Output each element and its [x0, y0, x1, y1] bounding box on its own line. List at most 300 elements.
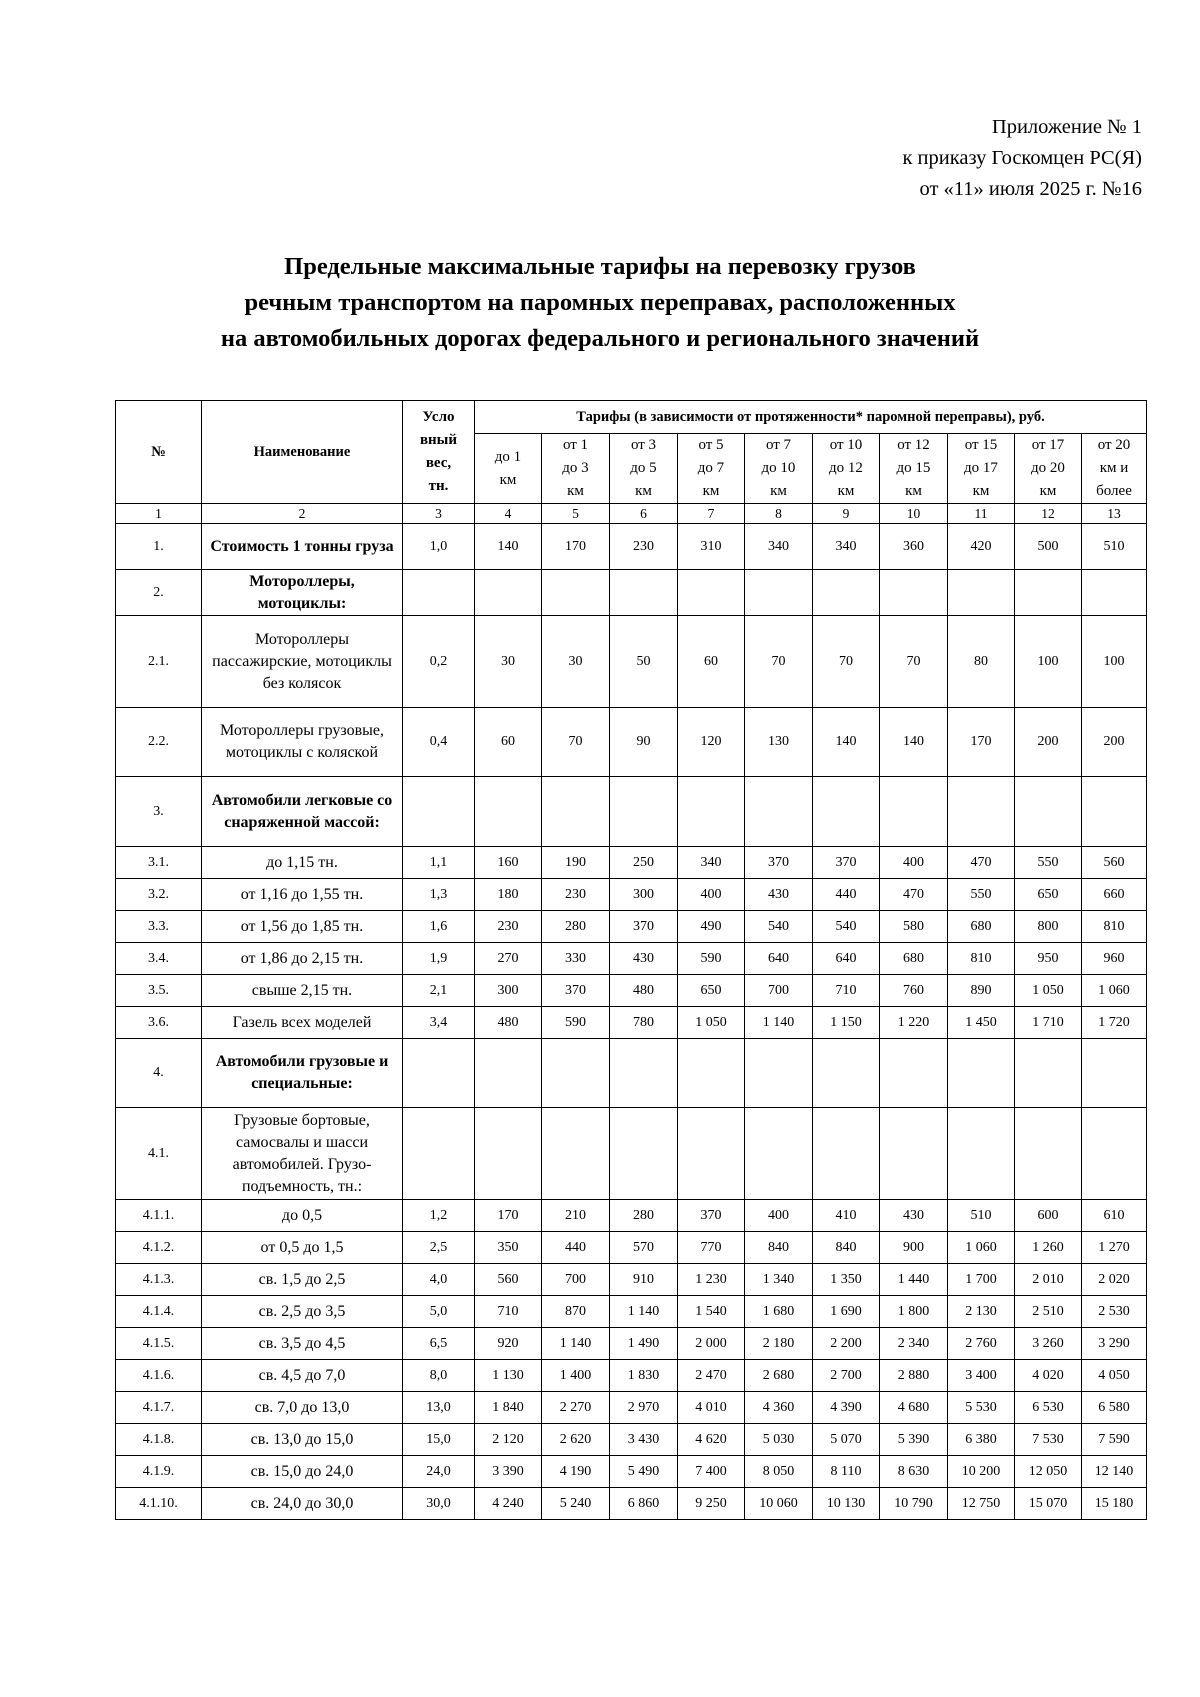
tariff-cell: 30: [542, 616, 610, 708]
header-distance: [1082, 434, 1147, 504]
tariff-cell: 7 590: [1082, 1424, 1147, 1456]
row-name: от 1,56 до 1,85 тн.: [202, 911, 403, 943]
tariff-cell: 140: [475, 524, 542, 570]
row-weight: 24,0: [403, 1456, 475, 1488]
tariff-cell: 650: [678, 975, 745, 1007]
tariff-cell: [475, 1108, 542, 1200]
tariff-cell: 1 270: [1082, 1232, 1147, 1264]
row-number: 4.1.9.: [116, 1456, 202, 1488]
tariff-cell: 710: [475, 1296, 542, 1328]
tariff-cell: 420: [948, 524, 1015, 570]
tariff-cell: 2 700: [813, 1360, 880, 1392]
title-line-3: на автомобильных дорогах федерального и регионального значений: [220, 325, 980, 352]
column-number: 2: [202, 504, 403, 524]
header-distance-line: от 7: [765, 437, 792, 453]
tariff-cell: 1 260: [1015, 1232, 1082, 1264]
tariff-cell: 840: [813, 1232, 880, 1264]
tariff-cell: 610: [1082, 1200, 1147, 1232]
tariff-cell: [542, 570, 610, 616]
tariff-cell: 410: [813, 1200, 880, 1232]
tariff-cell: 560: [1082, 847, 1147, 879]
tariff-cell: 340: [813, 524, 880, 570]
tariff-cell: 370: [813, 847, 880, 879]
tariff-cell: 4 360: [745, 1392, 813, 1424]
header-distance-line: от 1: [562, 437, 589, 453]
tariff-cell: 760: [880, 975, 948, 1007]
tariff-cell: 2 880: [880, 1360, 948, 1392]
tariff-cell: 590: [542, 1007, 610, 1039]
row-number: 4.1.4.: [116, 1296, 202, 1328]
tariff-cell: [745, 570, 813, 616]
tariff-cell: [610, 777, 678, 847]
table-row: [116, 911, 1147, 943]
row-name: св. 1,5 до 2,5: [202, 1264, 403, 1296]
header-distance-line: км: [972, 483, 990, 499]
tariff-cell: 810: [948, 943, 1015, 975]
row-name: св. 7,0 до 13,0: [202, 1392, 403, 1424]
row-number: 2.1.: [116, 616, 202, 708]
tariff-cell: [610, 1108, 678, 1200]
tariff-cell: 5 070: [813, 1424, 880, 1456]
tariff-cell: 1 060: [948, 1232, 1015, 1264]
tariff-cell: 6 380: [948, 1424, 1015, 1456]
tariff-cell: 7 400: [678, 1456, 745, 1488]
table-row: [116, 1328, 1147, 1360]
row-name: Мотороллеры, мотоциклы:: [202, 570, 403, 616]
header-distance: [948, 434, 1015, 504]
tariff-cell: 170: [542, 524, 610, 570]
header-distance: [1015, 434, 1082, 504]
tariff-cell: 340: [745, 524, 813, 570]
header-distance: [610, 434, 678, 504]
tariff-cell: 300: [475, 975, 542, 1007]
row-weight: 1,3: [403, 879, 475, 911]
tariff-cell: 1 450: [948, 1007, 1015, 1039]
tariff-cell: 200: [1015, 708, 1082, 777]
tariff-cell: 430: [880, 1200, 948, 1232]
row-name: Автомобили грузовые и специальные:: [202, 1039, 403, 1108]
row-name: Мотороллеры пассажирские, мотоциклы без колясок: [202, 616, 403, 708]
tariff-cell: [813, 777, 880, 847]
header-distance-line: км: [1039, 483, 1057, 499]
tariff-cell: 6 860: [610, 1488, 678, 1520]
tariff-cell: 480: [610, 975, 678, 1007]
tariff-cell: 4 020: [1015, 1360, 1082, 1392]
tariff-cell: 590: [678, 943, 745, 975]
row-number: 1.: [116, 524, 202, 570]
row-name: св. 13,0 до 15,0: [202, 1424, 403, 1456]
tariff-cell: 3 430: [610, 1424, 678, 1456]
tariff-cell: 4 050: [1082, 1360, 1147, 1392]
tariff-cell: 960: [1082, 943, 1147, 975]
tariff-cell: 650: [1015, 879, 1082, 911]
row-weight: 2,5: [403, 1232, 475, 1264]
tariff-cell: [813, 1039, 880, 1108]
tariff-cell: 50: [610, 616, 678, 708]
tariff-cell: 10 790: [880, 1488, 948, 1520]
header-distance-line: от 3: [630, 437, 657, 453]
row-name: от 1,16 до 1,55 тн.: [202, 879, 403, 911]
tariff-cell: 500: [1015, 524, 1082, 570]
header-distance-line: км: [770, 483, 787, 499]
tariff-cell: 8 050: [745, 1456, 813, 1488]
tariff-cell: [948, 1039, 1015, 1108]
tariff-cell: [948, 570, 1015, 616]
tariff-cell: 4 680: [880, 1392, 948, 1424]
table-row: [116, 708, 1147, 777]
tariff-cell: 350: [475, 1232, 542, 1264]
row-number: 3.2.: [116, 879, 202, 911]
tariff-cell: 890: [948, 975, 1015, 1007]
row-weight: [403, 570, 475, 616]
row-weight: [403, 1039, 475, 1108]
row-number: 4.1.6.: [116, 1360, 202, 1392]
tariff-cell: 8 630: [880, 1456, 948, 1488]
tariff-cell: [475, 570, 542, 616]
tariff-cell: 480: [475, 1007, 542, 1039]
row-weight: 1,6: [403, 911, 475, 943]
tariff-cell: 60: [475, 708, 542, 777]
row-name: Газель всех моделей: [202, 1007, 403, 1039]
tariff-cell: [745, 1108, 813, 1200]
tariff-cell: 2 270: [542, 1392, 610, 1424]
tariff-cell: 700: [745, 975, 813, 1007]
tariff-cell: 280: [542, 911, 610, 943]
header-weight-line: Усло: [422, 409, 455, 425]
table-body: [116, 524, 1147, 1520]
row-weight: [403, 777, 475, 847]
tariff-cell: [745, 1039, 813, 1108]
tariff-cell: 2 200: [813, 1328, 880, 1360]
header-tariffs-group: Тарифы (в зависимости от протяженности* паромной переправы), руб.: [475, 401, 1147, 434]
tariff-cell: 680: [948, 911, 1015, 943]
tariff-cell: 280: [610, 1200, 678, 1232]
row-name: свыше 2,15 тн.: [202, 975, 403, 1007]
tariff-cell: 2 180: [745, 1328, 813, 1360]
tariff-cell: 840: [745, 1232, 813, 1264]
tariff-cell: [475, 1039, 542, 1108]
tariff-cell: [880, 1108, 948, 1200]
tariff-cell: 1 680: [745, 1296, 813, 1328]
row-number: 4.1.8.: [116, 1424, 202, 1456]
column-number: 1: [116, 504, 202, 524]
row-number: 3.1.: [116, 847, 202, 879]
tariff-cell: 2 120: [475, 1424, 542, 1456]
header-distance-line: от 17: [1031, 437, 1065, 453]
tariff-cell: 1 220: [880, 1007, 948, 1039]
appendix-line-3: от «11» июля 2025 г. №16: [919, 178, 1142, 200]
tariff-cell: 9 250: [678, 1488, 745, 1520]
table-row: [116, 847, 1147, 879]
tariff-cell: 370: [678, 1200, 745, 1232]
tariff-cell: 160: [475, 847, 542, 879]
tariff-cell: 870: [542, 1296, 610, 1328]
tariff-cell: [880, 570, 948, 616]
table-row: [116, 1424, 1147, 1456]
tariff-cell: 12 050: [1015, 1456, 1082, 1488]
tariff-cell: 2 970: [610, 1392, 678, 1424]
row-number: 4.1.5.: [116, 1328, 202, 1360]
header-distance: [542, 434, 610, 504]
row-weight: 2,1: [403, 975, 475, 1007]
appendix-line-1: Приложение № 1: [991, 116, 1142, 138]
table-row: [116, 879, 1147, 911]
row-weight: 1,0: [403, 524, 475, 570]
row-name: св. 4,5 до 7,0: [202, 1360, 403, 1392]
document-title: [0, 249, 1200, 357]
column-number: 9: [813, 504, 880, 524]
tariff-cell: [542, 1108, 610, 1200]
tariff-cell: [1082, 777, 1147, 847]
table-row: [116, 1039, 1147, 1108]
tariff-cell: 5 030: [745, 1424, 813, 1456]
tariff-cell: 100: [1082, 616, 1147, 708]
header-distance-line: до 15: [896, 460, 931, 476]
row-name: до 1,15 тн.: [202, 847, 403, 879]
tariff-cell: 2 530: [1082, 1296, 1147, 1328]
column-number: 12: [1015, 504, 1082, 524]
tariff-cell: 12 140: [1082, 1456, 1147, 1488]
tariff-cell: 5 490: [610, 1456, 678, 1488]
tariff-cell: 6 530: [1015, 1392, 1082, 1424]
tariff-cell: 4 240: [475, 1488, 542, 1520]
tariff-cell: 90: [610, 708, 678, 777]
row-weight: 30,0: [403, 1488, 475, 1520]
column-number: 4: [475, 504, 542, 524]
row-name: от 1,86 до 2,15 тн.: [202, 943, 403, 975]
tariff-cell: 430: [610, 943, 678, 975]
tariff-cell: 4 010: [678, 1392, 745, 1424]
tariff-cell: 230: [610, 524, 678, 570]
row-name: Стоимость 1 тонны груза: [202, 524, 403, 570]
tariff-cell: 1 140: [745, 1007, 813, 1039]
tariff-cell: 190: [542, 847, 610, 879]
tariff-cell: [678, 777, 745, 847]
tariff-cell: 180: [475, 879, 542, 911]
tariff-table: [115, 400, 1147, 1520]
column-number: 5: [542, 504, 610, 524]
table-row: [116, 1360, 1147, 1392]
tariff-cell: 640: [745, 943, 813, 975]
tariff-cell: 1 710: [1015, 1007, 1082, 1039]
header-name: Наименование: [202, 401, 403, 504]
tariff-cell: 80: [948, 616, 1015, 708]
header-distance-line: до 7: [697, 460, 725, 476]
row-name: до 0,5: [202, 1200, 403, 1232]
tariff-cell: 140: [813, 708, 880, 777]
tariff-cell: [542, 777, 610, 847]
tariff-cell: 10 200: [948, 1456, 1015, 1488]
tariff-cell: 2 760: [948, 1328, 1015, 1360]
table-row: [116, 1296, 1147, 1328]
table-row: [116, 943, 1147, 975]
header-distance-line: до 3: [562, 460, 589, 476]
tariff-cell: 3 390: [475, 1456, 542, 1488]
tariff-cell: 270: [475, 943, 542, 975]
tariff-cell: 440: [813, 879, 880, 911]
tariff-cell: 3 400: [948, 1360, 1015, 1392]
tariff-cell: 920: [475, 1328, 542, 1360]
tariff-cell: 8 110: [813, 1456, 880, 1488]
tariff-cell: 470: [948, 847, 1015, 879]
tariff-cell: 710: [813, 975, 880, 1007]
tariff-cell: 2 130: [948, 1296, 1015, 1328]
row-weight: 1,2: [403, 1200, 475, 1232]
header-distance-line: от 10: [829, 437, 863, 453]
table-row: [116, 1392, 1147, 1424]
table-row: [116, 1007, 1147, 1039]
tariff-cell: 400: [880, 847, 948, 879]
tariff-cell: 1 060: [1082, 975, 1147, 1007]
table-row: [116, 1264, 1147, 1296]
tariff-cell: 640: [813, 943, 880, 975]
row-number: 3.: [116, 777, 202, 847]
row-name: Мотороллеры грузовые, мотоциклы с коляской: [202, 708, 403, 777]
tariff-cell: 230: [475, 911, 542, 943]
tariff-cell: 230: [542, 879, 610, 911]
tariff-cell: [1082, 1108, 1147, 1200]
row-weight: 3,4: [403, 1007, 475, 1039]
tariff-cell: 800: [1015, 911, 1082, 943]
header-weight-line: вный: [419, 432, 458, 448]
tariff-cell: 370: [610, 911, 678, 943]
tariff-cell: 3 290: [1082, 1328, 1147, 1360]
tariff-cell: 340: [678, 847, 745, 879]
row-name: св. 2,5 до 3,5: [202, 1296, 403, 1328]
tariff-cell: 2 000: [678, 1328, 745, 1360]
table-row: [116, 616, 1147, 708]
header-distance-line: от 15: [964, 437, 998, 453]
tariff-cell: 1 230: [678, 1264, 745, 1296]
row-name: св. 15,0 до 24,0: [202, 1456, 403, 1488]
tariff-cell: 2 340: [880, 1328, 948, 1360]
title-line-2: речным транспортом на паромных переправах, расположенных: [244, 289, 956, 316]
tariff-cell: 170: [475, 1200, 542, 1232]
tariff-cell: 770: [678, 1232, 745, 1264]
tariff-cell: [678, 570, 745, 616]
tariff-cell: 200: [1082, 708, 1147, 777]
tariff-cell: 12 750: [948, 1488, 1015, 1520]
tariff-cell: [1082, 1039, 1147, 1108]
tariff-cell: 70: [813, 616, 880, 708]
tariff-cell: 490: [678, 911, 745, 943]
column-number: 7: [678, 504, 745, 524]
header-weight-line: тн.: [428, 478, 449, 494]
tariff-cell: 1 050: [1015, 975, 1082, 1007]
tariff-cell: 1 400: [542, 1360, 610, 1392]
tariff-cell: 10 130: [813, 1488, 880, 1520]
tariff-cell: 400: [678, 879, 745, 911]
row-name: от 0,5 до 1,5: [202, 1232, 403, 1264]
header-distance-line: км: [905, 483, 922, 499]
row-name: Грузовые бортовые, самосвалы и шасси автомобилей. Грузо-подъемность, тн.:: [202, 1108, 403, 1200]
tariff-cell: 7 530: [1015, 1424, 1082, 1456]
header-distance-line: км: [499, 471, 517, 488]
header-distance-line: км: [567, 483, 584, 499]
tariff-cell: 780: [610, 1007, 678, 1039]
tariff-cell: 370: [542, 975, 610, 1007]
tariff-cell: 560: [475, 1264, 542, 1296]
header-distance-line: км и: [1099, 460, 1129, 476]
tariff-cell: 250: [610, 847, 678, 879]
table-row: [116, 570, 1147, 616]
header-distance-line: км: [702, 483, 720, 499]
row-number: 2.: [116, 570, 202, 616]
tariff-cell: [610, 1039, 678, 1108]
tariff-cell: 4 190: [542, 1456, 610, 1488]
tariff-cell: 3 260: [1015, 1328, 1082, 1360]
row-number: 3.3.: [116, 911, 202, 943]
table-row: [116, 975, 1147, 1007]
column-number: 6: [610, 504, 678, 524]
tariff-cell: [948, 777, 1015, 847]
appendix-reference: [902, 112, 1142, 205]
tariff-cell: 540: [813, 911, 880, 943]
table-row: [116, 1200, 1147, 1232]
header-weight-line: вес,: [425, 455, 452, 471]
tariff-cell: 70: [880, 616, 948, 708]
tariff-cell: [880, 1039, 948, 1108]
tariff-cell: 140: [880, 708, 948, 777]
tariff-cell: 430: [745, 879, 813, 911]
header-number: №: [116, 401, 202, 504]
tariff-cell: 15 070: [1015, 1488, 1082, 1520]
tariff-cell: 1 690: [813, 1296, 880, 1328]
header-distance-line: до 20: [1031, 460, 1065, 476]
table-row: [116, 1108, 1147, 1200]
tariff-cell: 5 390: [880, 1424, 948, 1456]
header-distance: [678, 434, 745, 504]
tariff-cell: 470: [880, 879, 948, 911]
tariff-cell: [1015, 1039, 1082, 1108]
tariff-cell: 440: [542, 1232, 610, 1264]
tariff-cell: 360: [880, 524, 948, 570]
tariff-cell: [1015, 777, 1082, 847]
table-row: [116, 1232, 1147, 1264]
header-distance: [745, 434, 813, 504]
tariff-cell: 1 340: [745, 1264, 813, 1296]
tariff-cell: 2 620: [542, 1424, 610, 1456]
tariff-cell: 370: [745, 847, 813, 879]
tariff-cell: 510: [948, 1200, 1015, 1232]
header-distance-line: от 12: [897, 437, 930, 453]
header-distance-line: до 10: [761, 460, 796, 476]
column-number: 13: [1082, 504, 1147, 524]
tariff-cell: 210: [542, 1200, 610, 1232]
row-name: св. 3,5 до 4,5: [202, 1328, 403, 1360]
tariff-cell: [475, 777, 542, 847]
row-weight: 1,1: [403, 847, 475, 879]
row-weight: 5,0: [403, 1296, 475, 1328]
header-distance-line: до 1: [494, 448, 522, 465]
header-weight: [403, 401, 475, 504]
table-header: [116, 401, 1147, 524]
row-weight: 1,9: [403, 943, 475, 975]
tariff-cell: 5 530: [948, 1392, 1015, 1424]
table-row: [116, 1456, 1147, 1488]
row-weight: 13,0: [403, 1392, 475, 1424]
header-distance-line: км: [837, 483, 855, 499]
tariff-cell: 540: [745, 911, 813, 943]
tariff-cell: 2 010: [1015, 1264, 1082, 1296]
tariff-cell: [610, 570, 678, 616]
tariff-cell: 600: [1015, 1200, 1082, 1232]
tariff-cell: 1 050: [678, 1007, 745, 1039]
tariff-cell: 70: [745, 616, 813, 708]
column-number: 10: [880, 504, 948, 524]
row-name: Автомобили легковые со снаряженной массой:: [202, 777, 403, 847]
tariff-cell: [1015, 570, 1082, 616]
